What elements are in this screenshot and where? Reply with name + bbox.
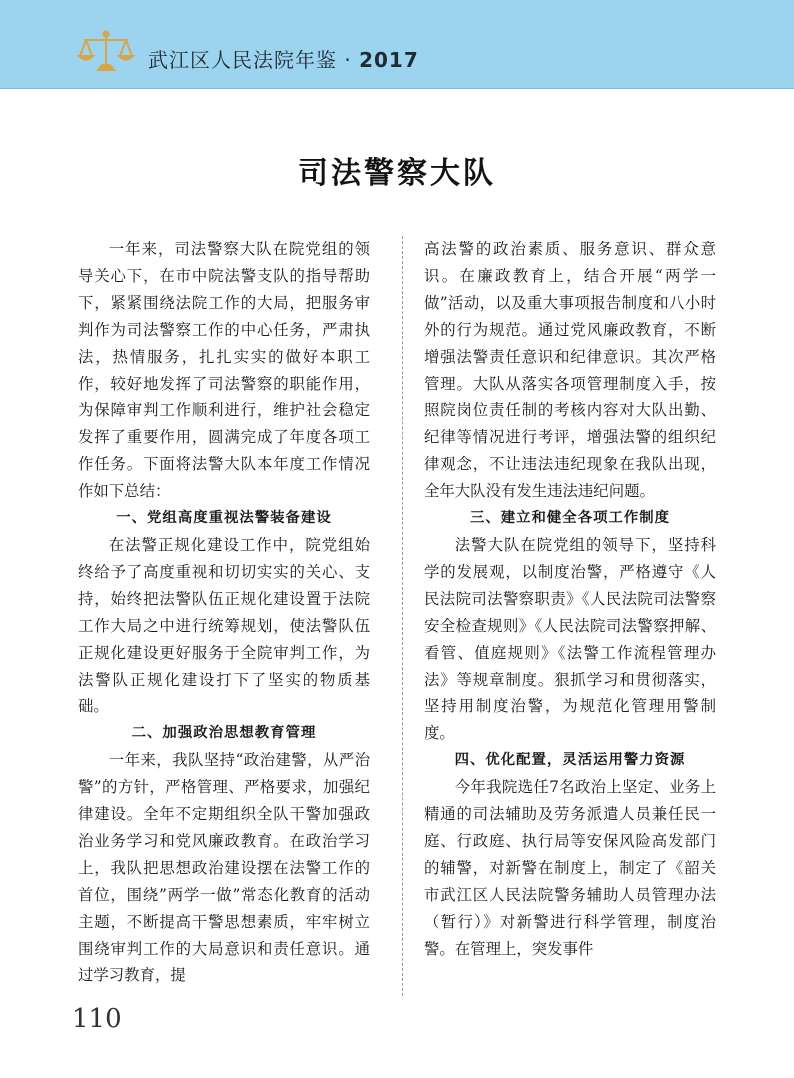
paragraph: 一年来，司法警察大队在院党组的领导关心下，在市中院法警支队的指导帮助下，紧紧围绕法院工作的大局，把服务审判作为司法警察工作的中心任务，严肃执法，热情服务，扎扎实实的做好本职工作，较好地发挥了司法警察的职能作用，为保障审判工作顺利进行，维护社会稳定发挥了重要作用，圆满完成了年度各项工作任务。下面将法警大队本年度工作情况作如下总结：: [78, 240, 370, 501]
title-separator: ·: [337, 48, 360, 72]
article-title: 司法警察大队: [298, 156, 496, 191]
column-divider: [402, 236, 403, 996]
page-header: [0, 0, 794, 89]
page-number: 110: [72, 1004, 122, 1034]
yearbook-name: 武江区人民法院年鉴: [148, 48, 337, 72]
section-heading: 三、建立和健全各项工作制度: [469, 510, 671, 527]
paragraph: 今年我院选任7名政治上坚定、业务上精通的司法辅助及劳务派遣人员兼任民一庭、行政庭、执行局等安保风险高发部门的辅警，对新警在制度上，制定了《韶关市武江区人民法院警务辅助人员管理办法（暂行）》对新警进行科学管理，制度治警。在管理上，突发事件: [424, 778, 716, 958]
right-column: [424, 236, 716, 962]
yearbook-title: [148, 44, 419, 73]
paragraph-continued: 高法警的政治素质、服务意识、群众意识。在廉政教育上，结合开展“两学一做”活动，以及重大事项报告制度和八小时外的行为规范。通过党风廉政教育，不断增强法警责任意识和纪律意识。其次严格管理。大队从落实各项管理制度入手，按照院岗位责任制的考核内容对大队出勤、纪律等情况进行考评，增强法警的组织纪律观念，不让违法违纪现象在我队出现，全年大队没有发生违法违纪问题。: [424, 240, 716, 501]
paragraph: 法警大队在院党组的领导下，坚持科学的发展观，以制度治警，严格遵守《人民法院司法警察职责》《人民法院司法警察安全检查规则》《人民法院司法警察押解、看管、值庭规则》《法警工作流程管理办法》等规章制度。狠抓学习和贯彻落实，坚持用制度治警，为规范化管理用警制度。: [424, 535, 716, 743]
paragraph: 一年来，我队坚持“政治建警，从严治警”的方针，严格管理、严格要求，加强纪律建设。全年不定期组织全队干警加强政治业务学习和党风廉政教育。在政治学习上，我队把思想政治建设摆在法警工作的首位，围绕”两学一做”常态化教育的活动主题，不断提高干警思想素质，牢牢树立围绕审判工作的大局意识和责任意识。通过学习教育，提: [78, 751, 370, 985]
scales-of-justice-icon: [76, 28, 136, 76]
section-heading: 四、优化配置，灵活运用警力资源: [454, 752, 686, 769]
section-heading: 二、加强政治思想教育管理: [131, 725, 317, 742]
section-heading: 一、党组高度重视法警装备建设: [116, 510, 332, 527]
left-column: [78, 236, 370, 989]
yearbook-year: 2017: [359, 48, 419, 72]
paragraph: 在法警正规化建设工作中，院党组始终给予了高度重视和切切实实的关心、支持，始终把法警队伍正规化建设置于法院工作大局之中进行统筹规划，使法警队伍正规化建设更好服务于全院审判工作，为法警队正规化建设打下了坚实的物质基础。: [78, 535, 370, 716]
